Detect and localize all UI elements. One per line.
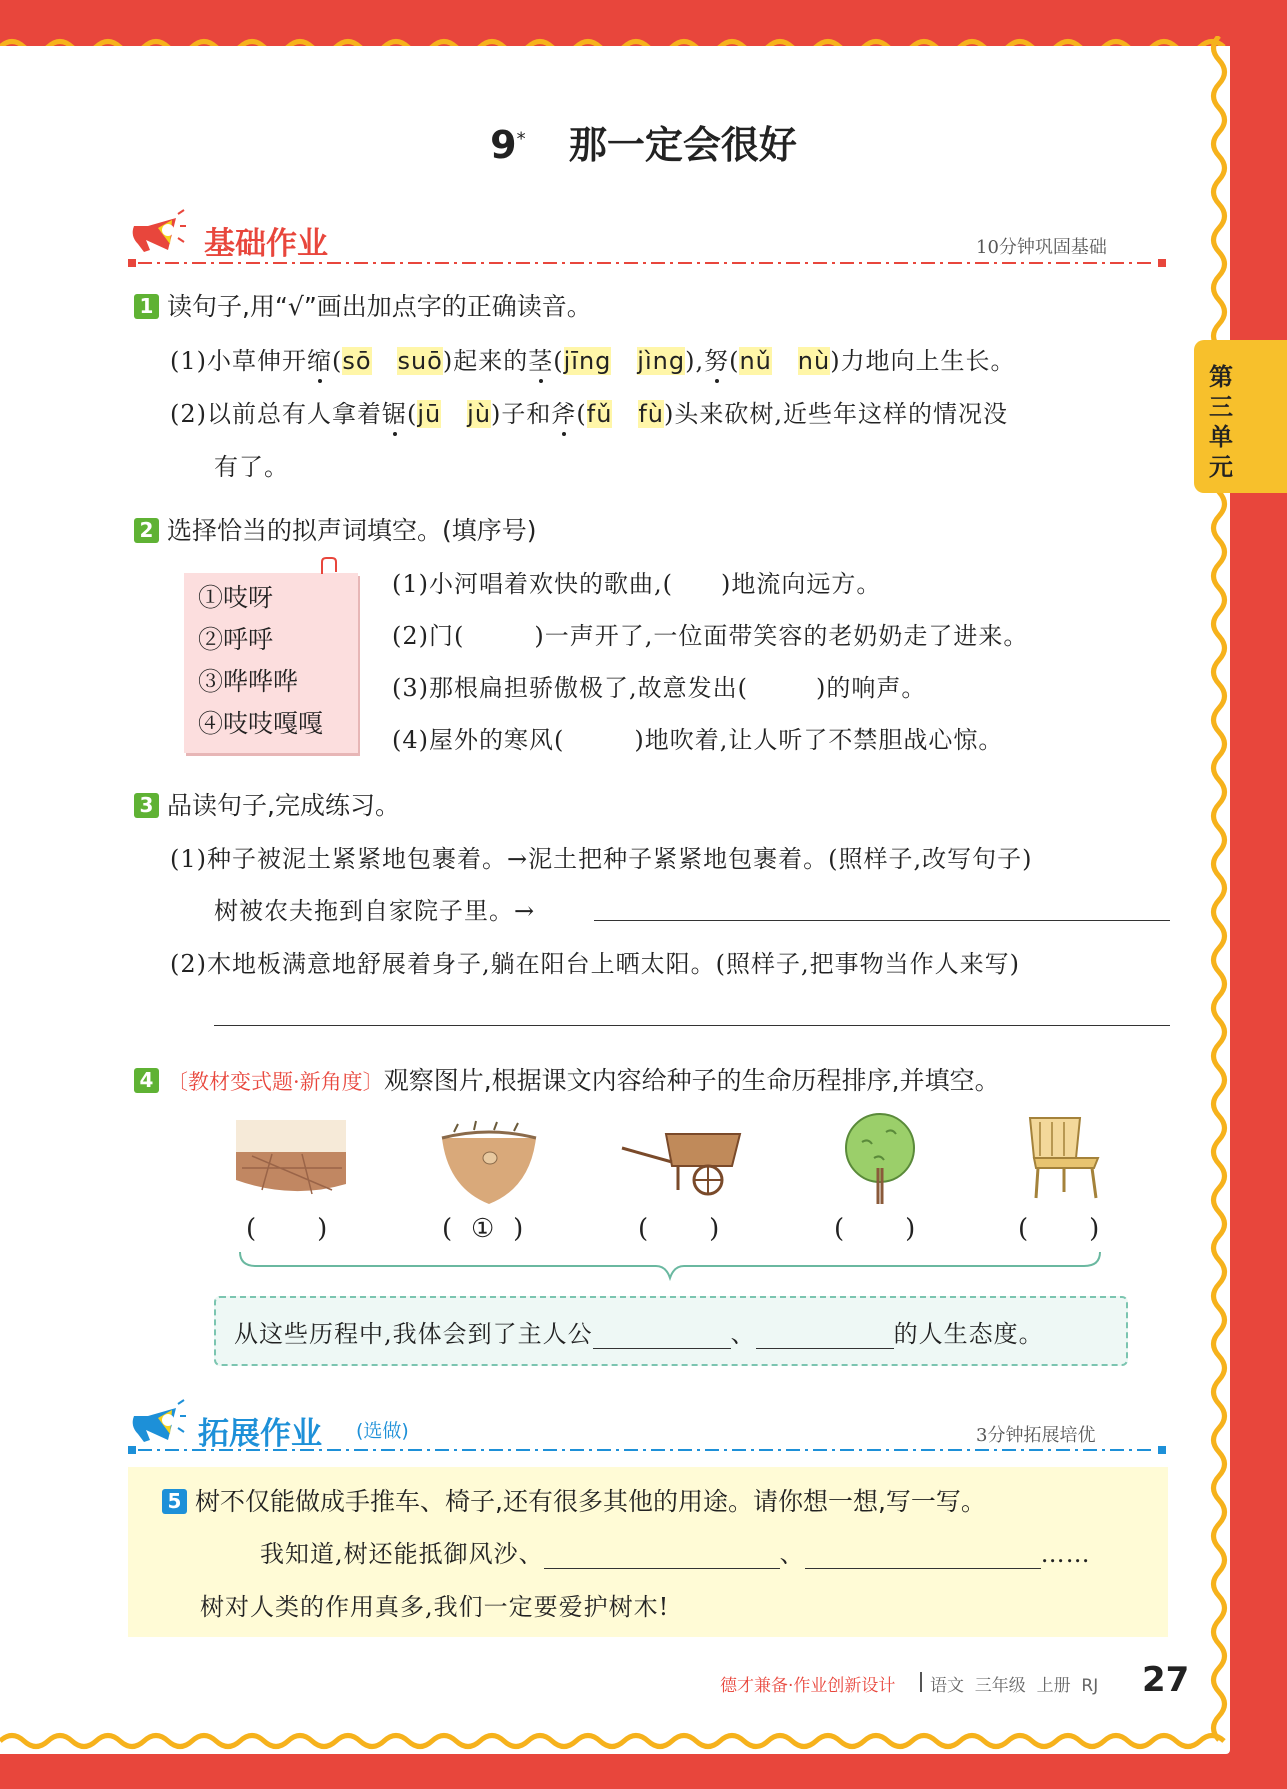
q1-s1-text-2: 起来的 xyxy=(453,347,529,375)
question-1-number: 1 xyxy=(134,294,159,319)
q4-answer-5[interactable]: ( ) xyxy=(1018,1214,1101,1244)
q2-item-2-before: (2)门( xyxy=(392,622,465,650)
q3-answer-line-1[interactable] xyxy=(594,920,1170,921)
q1-s1-pinyin-option-b[interactable]: suō xyxy=(397,347,443,375)
word-option-4: ④吱吱嘎嘎 xyxy=(198,709,324,738)
chair-image xyxy=(1018,1112,1104,1200)
q5-line-2: 树对人类的作用真多,我们一定要爱护树木! xyxy=(200,1593,670,1621)
question-5-heading xyxy=(162,1482,986,1518)
question-2-number: 2 xyxy=(134,518,159,543)
q1-s2-pinyin-option-c[interactable]: fǔ xyxy=(586,400,613,428)
q4-summary-after: 的人生态度。 xyxy=(893,1320,1044,1348)
q4-summary-box xyxy=(214,1296,1128,1366)
question-2-instruction: 选择恰当的拟声词填空。(填序号) xyxy=(167,516,537,545)
wheelbarrow-image xyxy=(620,1124,748,1198)
q2-item-4-before: (4)屋外的寒风( xyxy=(392,726,565,754)
megaphone-blue-icon xyxy=(128,1396,188,1448)
q1-s2-pinyin-option-a[interactable]: jū xyxy=(417,400,442,428)
q3-line-1: (1)种子被泥土紧紧地包裹着。→泥土把种子紧紧地包裹着。(照样子,改写句子) xyxy=(170,845,1033,873)
tree-image xyxy=(834,1112,926,1206)
q5-line-1 xyxy=(260,1534,1091,1569)
footer-brand: 德才兼备·作业创新设计 xyxy=(720,1676,896,1696)
floor-image xyxy=(232,1120,350,1200)
q3-line-3: (2)木地板满意地舒展着身子,躺在阳台上晒太阳。(照样子,把事物当作人来写) xyxy=(170,950,1020,978)
megaphone-icon xyxy=(128,206,188,258)
q4-answer-4[interactable]: ( ) xyxy=(834,1214,917,1244)
question-4-instruction: 观察图片,根据课文内容给种子的生命历程排序,并填空。 xyxy=(383,1066,1000,1095)
unit-tab-label: 第三单元 xyxy=(1209,363,1233,481)
basic-section-title: 基础作业 xyxy=(204,226,328,262)
q2-item-4 xyxy=(392,720,1003,755)
seed-in-soil-image xyxy=(434,1118,544,1208)
q2-item-3-after: )的响声。 xyxy=(816,674,927,702)
paperclip-icon xyxy=(318,556,340,578)
q4-summary-before: 从这些历程中,我体会到了主人公 xyxy=(234,1320,593,1348)
q1-s2-text-2: 子和 xyxy=(501,400,552,428)
question-3-number: 3 xyxy=(134,793,159,818)
q1-s1-pinyin-option-a[interactable]: sō xyxy=(342,347,372,375)
q1-s1-dotted-char-1: 缩 xyxy=(307,347,332,375)
q3-line-2: 树被农夫拖到自家院子里。→ xyxy=(214,897,536,925)
q5-line-1-sep: 、 xyxy=(779,1540,805,1568)
q5-line-1-end: …… xyxy=(1040,1540,1091,1568)
q4-answer-2-value: ① xyxy=(471,1214,496,1244)
word-options-note xyxy=(184,573,358,753)
extension-optional: (选做) xyxy=(356,1420,409,1442)
q3-answer-line-2[interactable] xyxy=(214,1025,1170,1026)
question-5-number: 5 xyxy=(162,1489,187,1514)
wavy-border-right xyxy=(1208,36,1230,1746)
q1-s2-text-3: 头来砍树,近些年这样的情况没 xyxy=(674,400,1009,428)
question-1-instruction: 读句子,用“√”画出加点字的正确读音。 xyxy=(167,292,592,321)
basic-divider xyxy=(128,257,1168,269)
q1-s1-text-3: , xyxy=(695,347,705,375)
question-5-instruction: 树不仅能做成手推车、椅子,还有很多其他的用途。请你想一想,写一写。 xyxy=(195,1487,986,1516)
footer-info: 语文 三年级 上册 RJ xyxy=(930,1676,1099,1696)
page-number: 27 xyxy=(1142,1660,1190,1700)
lesson-title xyxy=(0,114,1287,169)
word-option-1: ①吱呀 xyxy=(198,583,274,612)
wavy-border-bottom xyxy=(0,1730,1230,1752)
q1-s1-text-4: 力地向上生长。 xyxy=(840,347,1016,375)
q4-answer-1[interactable]: ( ) xyxy=(246,1214,329,1244)
footer-divider xyxy=(920,1672,922,1692)
lesson-number: 9 xyxy=(490,123,517,167)
question-1-sentence-1: (1)小草伸开缩(sō suō)起来的茎(jīng jìng),努(nǔ nù)力地向上生长。 xyxy=(170,347,1016,375)
question-4-number: 4 xyxy=(134,1068,159,1093)
q2-item-2-after: )一声开了,一位面带笑容的老奶奶走了进来。 xyxy=(534,622,1029,650)
q1-s1-pinyin-option-e[interactable]: nǔ xyxy=(739,347,772,375)
q5-line-1-before: 我知道,树还能抵御风沙、 xyxy=(260,1540,544,1568)
q4-summary-blank-1[interactable] xyxy=(593,1322,731,1349)
q2-item-2 xyxy=(392,616,1028,651)
extension-time-note: 3分钟拓展培优 xyxy=(976,1425,1096,1446)
q2-item-1-after: )地流向远方。 xyxy=(721,570,882,598)
q1-s1-pinyin-option-f[interactable]: nù xyxy=(797,347,831,375)
q1-s2-pinyin-option-d[interactable]: fù xyxy=(638,400,665,428)
q1-s1-pinyin-option-d[interactable]: jìng xyxy=(637,347,686,375)
question-2-heading xyxy=(134,511,537,547)
question-4-tag: 〔教材变式题·新角度〕 xyxy=(167,1070,384,1094)
unit-tab[interactable] xyxy=(1194,340,1287,493)
q1-s1-pinyin-option-c[interactable]: jīng xyxy=(563,347,612,375)
word-option-3: ③哗哗哗 xyxy=(198,667,299,696)
q1-s2-pinyin-option-b[interactable]: jù xyxy=(467,400,492,428)
question-3-instruction: 品读句子,完成练习。 xyxy=(167,791,400,820)
q2-item-1-before: (1)小河唱着欢快的歌曲,( xyxy=(392,570,673,598)
q1-s2-text-4: 有了。 xyxy=(214,453,289,481)
word-option-2: ②呼呼 xyxy=(198,625,274,654)
extension-divider xyxy=(128,1444,1168,1456)
q1-s2-dotted-char-2: 斧 xyxy=(551,400,577,428)
q1-s2-dotted-char-1: 锯 xyxy=(382,400,407,428)
q5-blank-2[interactable] xyxy=(805,1542,1041,1569)
extension-section-title: 拓展作业 xyxy=(198,1416,322,1452)
q2-item-4-after: )地吹着,让人听了不禁胆战心惊。 xyxy=(634,726,1004,754)
q2-item-1 xyxy=(392,564,881,599)
question-1-heading xyxy=(134,287,592,323)
question-1-sentence-2: (2)以前总有人拿着锯(jū jù)子和斧(fǔ fù)头来砍树,近些年这样的情况没 xyxy=(170,400,1009,428)
q4-summary-line xyxy=(234,1314,1044,1349)
q1-s1-dotted-char-3: 努 xyxy=(704,347,730,375)
q1-s1-text-1: (1)小草伸开 xyxy=(170,347,307,375)
q1-s1-dotted-char-2: 茎 xyxy=(528,347,554,375)
q4-summary-blank-2[interactable] xyxy=(756,1322,894,1349)
basic-time-note: 10分钟巩固基础 xyxy=(976,237,1107,258)
lesson-star: * xyxy=(516,128,526,150)
q2-item-3 xyxy=(392,668,926,703)
q4-answer-3[interactable]: ( ) xyxy=(638,1214,721,1244)
q4-answer-2[interactable]: ( ① ) xyxy=(442,1214,525,1244)
question-4-heading xyxy=(134,1061,1000,1097)
q4-summary-sep: 、 xyxy=(730,1320,756,1348)
q5-blank-1[interactable] xyxy=(544,1542,780,1569)
q2-item-3-before: (3)那根扁担骄傲极了,故意发出( xyxy=(392,674,748,702)
curly-brace xyxy=(236,1250,1104,1282)
question-3-heading xyxy=(134,786,400,822)
q1-s2-text-1: (2)以前总有人拿着 xyxy=(170,400,382,428)
lesson-title-text: 那一定会很好 xyxy=(568,123,797,167)
